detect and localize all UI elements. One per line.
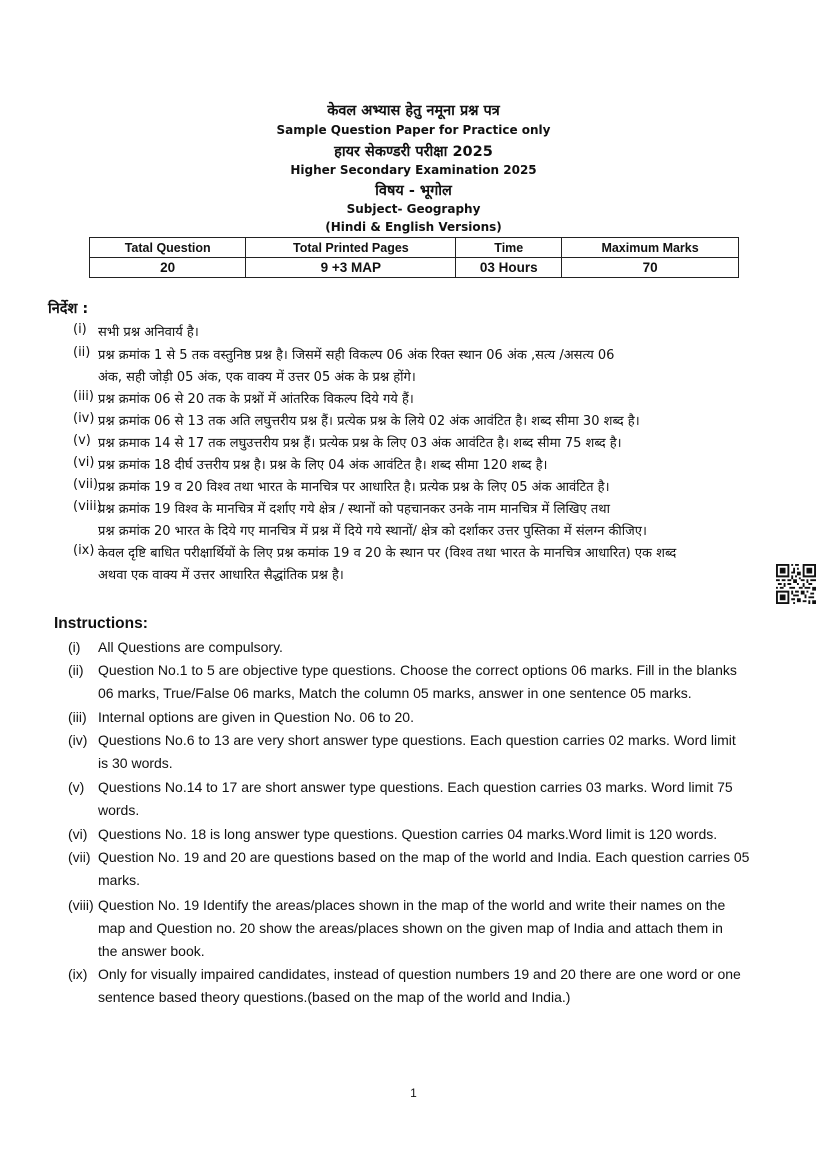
hindi-title: केवल अभ्यास हेतु नमूना प्रश्न पत्र: [327, 103, 500, 119]
value-max-marks: 70: [562, 258, 739, 278]
instruction-number: (iii): [73, 389, 94, 404]
instruction-text-line: प्रश्न क्रमांक 18 दीर्घ उत्तरीय प्रश्न है। प्रश्न के लिए 04 अंक आवंटित है। शब्द सीमा 120 शब्द है।: [98, 458, 548, 473]
instruction-number: (i): [73, 322, 87, 337]
value-total-pages: 9 +3 MAP: [246, 258, 456, 278]
value-time: 03 Hours: [456, 258, 562, 278]
instruction-text-line: केवल दृष्टि बाधित परीक्षार्थियों के लिए प्रश्न कमांक 19 व 20 के स्थान पर (विश्व तथा भारत के मानचित्र आधारित) एक शब्द: [98, 546, 677, 561]
instruction-text-line: Internal options are given in Question No. 06 to 20.: [98, 709, 414, 725]
instruction-number: (ix): [73, 543, 95, 558]
instruction-number: (ii): [68, 662, 84, 678]
instruction-text-line: प्रश्न क्रमाक 14 से 17 तक लघुउत्तरीय प्रश्न हैं। प्रत्येक प्रश्न के लिए 03 अंक आवंटित है। शब्द सीमा 75 शब्द है।: [98, 436, 622, 451]
instruction-text-line: marks.: [98, 872, 140, 888]
instruction-number: (ix): [68, 966, 88, 982]
versions-note: (Hindi & English Versions): [325, 220, 502, 234]
instruction-number: (iii): [68, 709, 87, 725]
hindi-exam: हायर सेकण्डरी परीक्षा 2025: [334, 144, 493, 160]
instruction-text-line: map and Question no. 20 show the areas/places shown on the given map of India and attach them in: [98, 920, 723, 936]
table-value-row: [90, 258, 739, 278]
instruction-number: (vi): [68, 826, 88, 842]
hindi-instructions-heading: निर्देश :: [48, 301, 89, 317]
instruction-text-line: प्रश्न क्रमांक 06 से 13 तक अति लघुत्तरीय प्रश्न हैं। प्रत्येक प्रश्न के लिये 02 अंक आवंटित है। शब्द सीमा 30 शब्द है।: [98, 414, 640, 429]
instruction-text-line: 06 marks, True/False 06 marks, Match the column 05 marks, answer in one sentence 05 marks.: [98, 685, 692, 701]
qr-code-icon: [776, 564, 816, 604]
instruction-text-line: प्रश्न क्रमांक 06 से 20 तक के प्रश्नों में आंतरिक विकल्प दिये गये हैं।: [98, 392, 414, 407]
instruction-text-line: is 30 words.: [98, 755, 173, 771]
instruction-text-line: Question No. 19 Identify the areas/places shown in the map of the world and write their names on the: [98, 897, 726, 913]
instruction-text-line: Questions No. 18 is long answer type questions. Question carries 04 marks.Word limit is 120 words.: [98, 826, 718, 842]
instruction-number: (vii): [68, 849, 91, 865]
instruction-text-line: Only for visually impaired candidates, instead of question numbers 19 and 20 there are one word or one: [98, 966, 741, 982]
instruction-text-line: अंक, सही जोड़ी 05 अंक, एक वाक्य में उत्तर 05 अंक के प्रश्न होंगे।: [98, 370, 416, 385]
header-max-marks: Maximum Marks: [562, 238, 739, 258]
instruction-text-line: अथवा एक वाक्य में उत्तर आधारित सैद्धांतिक प्रश्न है।: [98, 568, 344, 583]
instruction-text-line: प्रश्न क्रमांक 19 व 20 विश्व तथा भारत के मानचित्र पर आधारित है। प्रत्येक प्रश्न के लिए 05 अंक आवंटित है।: [98, 480, 610, 495]
instruction-text-line: words.: [98, 802, 140, 818]
instruction-number: (viii): [73, 499, 102, 514]
english-exam: Higher Secondary Examination 2025: [290, 163, 537, 177]
instruction-number: (ii): [73, 345, 91, 360]
page-number: 1: [410, 1086, 417, 1100]
instruction-text-line: प्रश्न क्रमांक 1 से 5 तक वस्तुनिष्ठ प्रश्न है। जिसमें सही विकल्प 06 अंक रिक्त स्थान 06 अंक ,सत्य /असत्य 06: [98, 348, 615, 363]
instruction-text-line: प्रश्न क्रमांक 19 विश्व के मानचित्र में दर्शाए गये क्षेत्र / स्थानों को पहचानकर उनके नाम मानचित्र में लिखिए तथा: [98, 502, 610, 517]
instruction-text-line: the answer book.: [98, 943, 205, 959]
instruction-number: (vii): [73, 477, 99, 492]
instruction-text-line: Questions No.14 to 17 are short answer type questions. Each question carries 03 marks. Word limit 75: [98, 779, 733, 795]
header-total-question: Tatal Question: [90, 238, 246, 258]
instruction-text-line: Question No. 19 and 20 are questions based on the map of the world and India. Each question carries 05: [98, 849, 750, 865]
instruction-number: (v): [73, 433, 91, 448]
english-instructions-heading: Instructions:: [54, 615, 148, 632]
english-title: Sample Question Paper for Practice only: [276, 123, 551, 137]
instruction-number: (vi): [73, 455, 95, 470]
header-time: Time: [456, 238, 562, 258]
exam-meta-table: [89, 237, 739, 278]
instruction-text-line: Question No.1 to 5 are objective type questions. Choose the correct options 06 marks. Fill in the blanks: [98, 662, 737, 678]
header-total-pages: Total Printed Pages: [246, 238, 456, 258]
instruction-number: (i): [68, 639, 81, 655]
instruction-number: (v): [68, 779, 85, 795]
instruction-text-line: प्रश्न क्रमांक 20 भारत के दिये गए मानचित्र में प्रश्न में दिये गये स्थानों/ क्षेत्र को दर्शाकर उत्तर पुस्तिका में संलग्न कीजिए।: [98, 524, 647, 539]
instruction-text-line: All Questions are compulsory.: [98, 639, 283, 655]
instruction-number: (iv): [73, 411, 95, 426]
value-total-question: 20: [90, 258, 246, 278]
instruction-text-line: sentence based theory questions.(based on the map of the world and India.): [98, 989, 571, 1005]
instruction-text-line: सभी प्रश्न अनिवार्य है।: [98, 325, 199, 340]
instruction-text-line: Questions No.6 to 13 are very short answer type questions. Each question carries 02 marks. Word limit: [98, 732, 736, 748]
table-header-row: [90, 238, 739, 258]
english-subject: Subject- Geography: [346, 202, 481, 216]
instruction-number: (iv): [68, 732, 88, 748]
instruction-number: (viii): [68, 897, 94, 913]
hindi-subject: विषय - भूगोल: [375, 183, 452, 199]
